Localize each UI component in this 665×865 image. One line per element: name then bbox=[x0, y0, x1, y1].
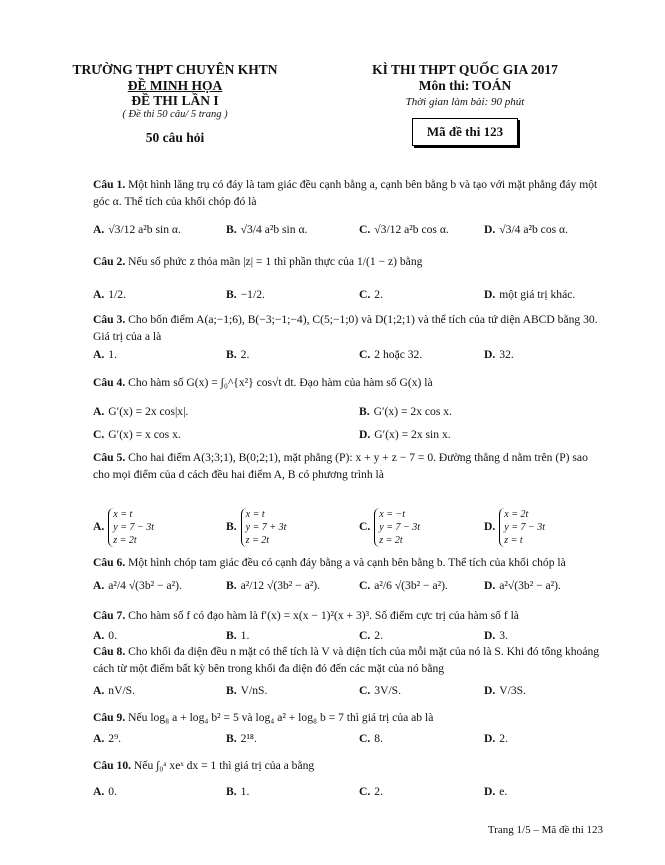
answer-9a[interactable]: A. 2⁹. bbox=[93, 732, 122, 745]
answer-9b[interactable]: B. 2¹⁸. bbox=[226, 732, 257, 745]
answer-5d[interactable]: D. x = 2t y = 7 − 3t z = t bbox=[484, 509, 545, 546]
question-label: Câu 7. bbox=[93, 609, 126, 622]
question-10 bbox=[93, 757, 603, 774]
question-label: Câu 3. bbox=[93, 313, 126, 326]
answer-6a[interactable]: A. a²/4 √(3b² − a²). bbox=[93, 579, 182, 592]
answer-3c[interactable]: C. 2 hoặc 32. bbox=[359, 348, 423, 361]
answer-3d[interactable]: D. 32. bbox=[484, 348, 514, 361]
answer-2b[interactable]: B. −1/2. bbox=[226, 288, 265, 301]
question-6 bbox=[93, 554, 603, 571]
answer-10d[interactable]: D. e. bbox=[484, 785, 508, 798]
answer-5a[interactable]: A. x = t y = 7 − 3t z = 2t bbox=[93, 509, 154, 546]
exam-round: ĐỀ THI LẦN I bbox=[131, 93, 219, 108]
question-label: Câu 8. bbox=[93, 645, 126, 658]
answer-8b[interactable]: B. V/nS. bbox=[226, 684, 268, 697]
answer-7c[interactable]: C. 2. bbox=[359, 629, 383, 642]
question-label: Câu 2. bbox=[93, 255, 126, 268]
question-1 bbox=[93, 176, 603, 210]
question-text: Cho hàm số G(x) = ∫₀^{x²} cos√t dt. Đạo hàm của hàm số G(x) là bbox=[128, 376, 433, 389]
exam-code-box: Mã đề thi 123 bbox=[412, 118, 518, 146]
answer-5c[interactable]: C. x = −t y = 7 − 3t z = 2t bbox=[359, 509, 420, 546]
page-footer: Trang 1/5 – Mã đề thi 123 bbox=[487, 824, 603, 836]
question-text: Nếu số phức z thỏa mãn |z| = 1 thì phần thực của 1/(1 − z) bằng bbox=[128, 255, 423, 268]
answer-2d[interactable]: D. một giá trị khác. bbox=[484, 288, 576, 301]
answer-2c[interactable]: C. 2. bbox=[359, 288, 383, 301]
question-8 bbox=[93, 643, 603, 677]
exam-note: ( Đề thi 50 câu/ 5 trang ) bbox=[122, 109, 228, 120]
question-text: Cho hai điểm A(3;3;1), B(0;2;1), mặt phẳng (P): x + y + z − 7 = 0. Đường thẳng d nằm trên (P) sao cho mọi điểm của d cách đều hai điểm A, B có phương trình là bbox=[93, 451, 588, 481]
answer-1b[interactable]: B. √3/4 a²b sin α. bbox=[226, 223, 308, 236]
question-text: Cho khối đa diện đều n mặt có thể tích là V và diện tích của mỗi mặt của nó là S. Khi đó tổng khoảng cách từ một điểm bất kỳ bên trong khối đa diện đó đến các mặt của nó bằng bbox=[93, 645, 600, 675]
question-2 bbox=[93, 253, 603, 270]
answer-3a[interactable]: A. 1. bbox=[93, 348, 117, 361]
header-left bbox=[40, 62, 310, 146]
question-text: Nếu log₈ a + log₄ b² = 5 và log₄ a² + log₈ b = 7 thì giá trị của ab là bbox=[128, 711, 434, 724]
answer-6b[interactable]: B. a²/12 √(3b² − a²). bbox=[226, 579, 320, 592]
question-3 bbox=[93, 311, 603, 345]
question-label: Câu 6. bbox=[93, 556, 126, 569]
answer-7b[interactable]: B. 1. bbox=[226, 629, 250, 642]
answer-9d[interactable]: D. 2. bbox=[484, 732, 508, 745]
answer-4a[interactable]: A. G′(x) = 2x cos|x|. bbox=[93, 405, 189, 418]
exam-name: KÌ THI THPT QUỐC GIA 2017 bbox=[372, 62, 558, 77]
answer-8a[interactable]: A. nV/S. bbox=[93, 684, 136, 697]
answer-7a[interactable]: A. 0. bbox=[93, 629, 117, 642]
question-text: Cho bốn điểm A(a;−1;6), B(−3;−1;−4), C(5;−1;0) và D(1;2;1) và thể tích của tứ diện ABCD bằng 30. Giá trị của a là bbox=[93, 313, 598, 343]
question-label: Câu 9. bbox=[93, 711, 126, 724]
answer-10b[interactable]: B. 1. bbox=[226, 785, 250, 798]
exam-time: Thời gian làm bài: 90 phút bbox=[405, 96, 525, 108]
question-4 bbox=[93, 374, 603, 391]
question-text: Một hình lăng trụ có đáy là tam giác đều cạnh bằng a, cạnh bên bằng b và tạo với mặt phẳng đáy một góc α. Thể tích của khối chóp đó là bbox=[93, 178, 598, 208]
answer-8d[interactable]: D. V/3S. bbox=[484, 684, 527, 697]
subject: Môn thi: TOÁN bbox=[418, 78, 512, 93]
answer-8c[interactable]: C. 3V/S. bbox=[359, 684, 402, 697]
answer-2a[interactable]: A. 1/2. bbox=[93, 288, 126, 301]
answer-1c[interactable]: C. √3/12 a²b cos α. bbox=[359, 223, 449, 236]
question-5 bbox=[93, 449, 603, 483]
answer-6c[interactable]: C. a²/6 √(3b² − a²). bbox=[359, 579, 448, 592]
question-text: Một hình chóp tam giác đều có cạnh đáy bằng a và cạnh bên bằng b. Thể tích của khối chóp là bbox=[128, 556, 566, 569]
answer-7d[interactable]: D. 3. bbox=[484, 629, 508, 642]
question-text: Cho hàm số f có đạo hàm là f′(x) = x(x − 1)²(x + 3)³. Số điểm cực trị của hàm số f là bbox=[128, 609, 519, 622]
answer-9c[interactable]: C. 8. bbox=[359, 732, 383, 745]
answer-5b[interactable]: B. x = t y = 7 + 3t z = 2t bbox=[226, 509, 287, 546]
answer-3b[interactable]: B. 2. bbox=[226, 348, 250, 361]
question-label: Câu 4. bbox=[93, 376, 126, 389]
answer-4b[interactable]: B. G′(x) = 2x cos x. bbox=[359, 405, 452, 418]
question-label: Câu 5. bbox=[93, 451, 126, 464]
answer-6d[interactable]: D. a²√(3b² − a²). bbox=[484, 579, 561, 592]
question-count: 50 câu hỏi bbox=[145, 130, 205, 145]
answer-10a[interactable]: A. 0. bbox=[93, 785, 117, 798]
question-label: Câu 10. bbox=[93, 759, 132, 772]
answer-4d[interactable]: D. G′(x) = 2x sin x. bbox=[359, 428, 451, 441]
answer-1a[interactable]: A. √3/12 a²b sin α. bbox=[93, 223, 181, 236]
answer-10c[interactable]: C. 2. bbox=[359, 785, 383, 798]
exam-type: ĐỀ MINH HỌA bbox=[127, 78, 223, 93]
question-text: Nếu ∫₀ᵃ xeˣ dx = 1 thì giá trị của a bằng bbox=[133, 759, 315, 772]
school-name: TRƯỜNG THPT CHUYÊN KHTN bbox=[72, 62, 278, 77]
answer-1d[interactable]: D. √3/4 a²b cos α. bbox=[484, 223, 569, 236]
answer-4c[interactable]: C. G′(x) = x cos x. bbox=[93, 428, 181, 441]
header-right bbox=[345, 62, 585, 146]
question-label: Câu 1. bbox=[93, 178, 126, 191]
question-7 bbox=[93, 607, 603, 624]
question-9 bbox=[93, 709, 603, 726]
